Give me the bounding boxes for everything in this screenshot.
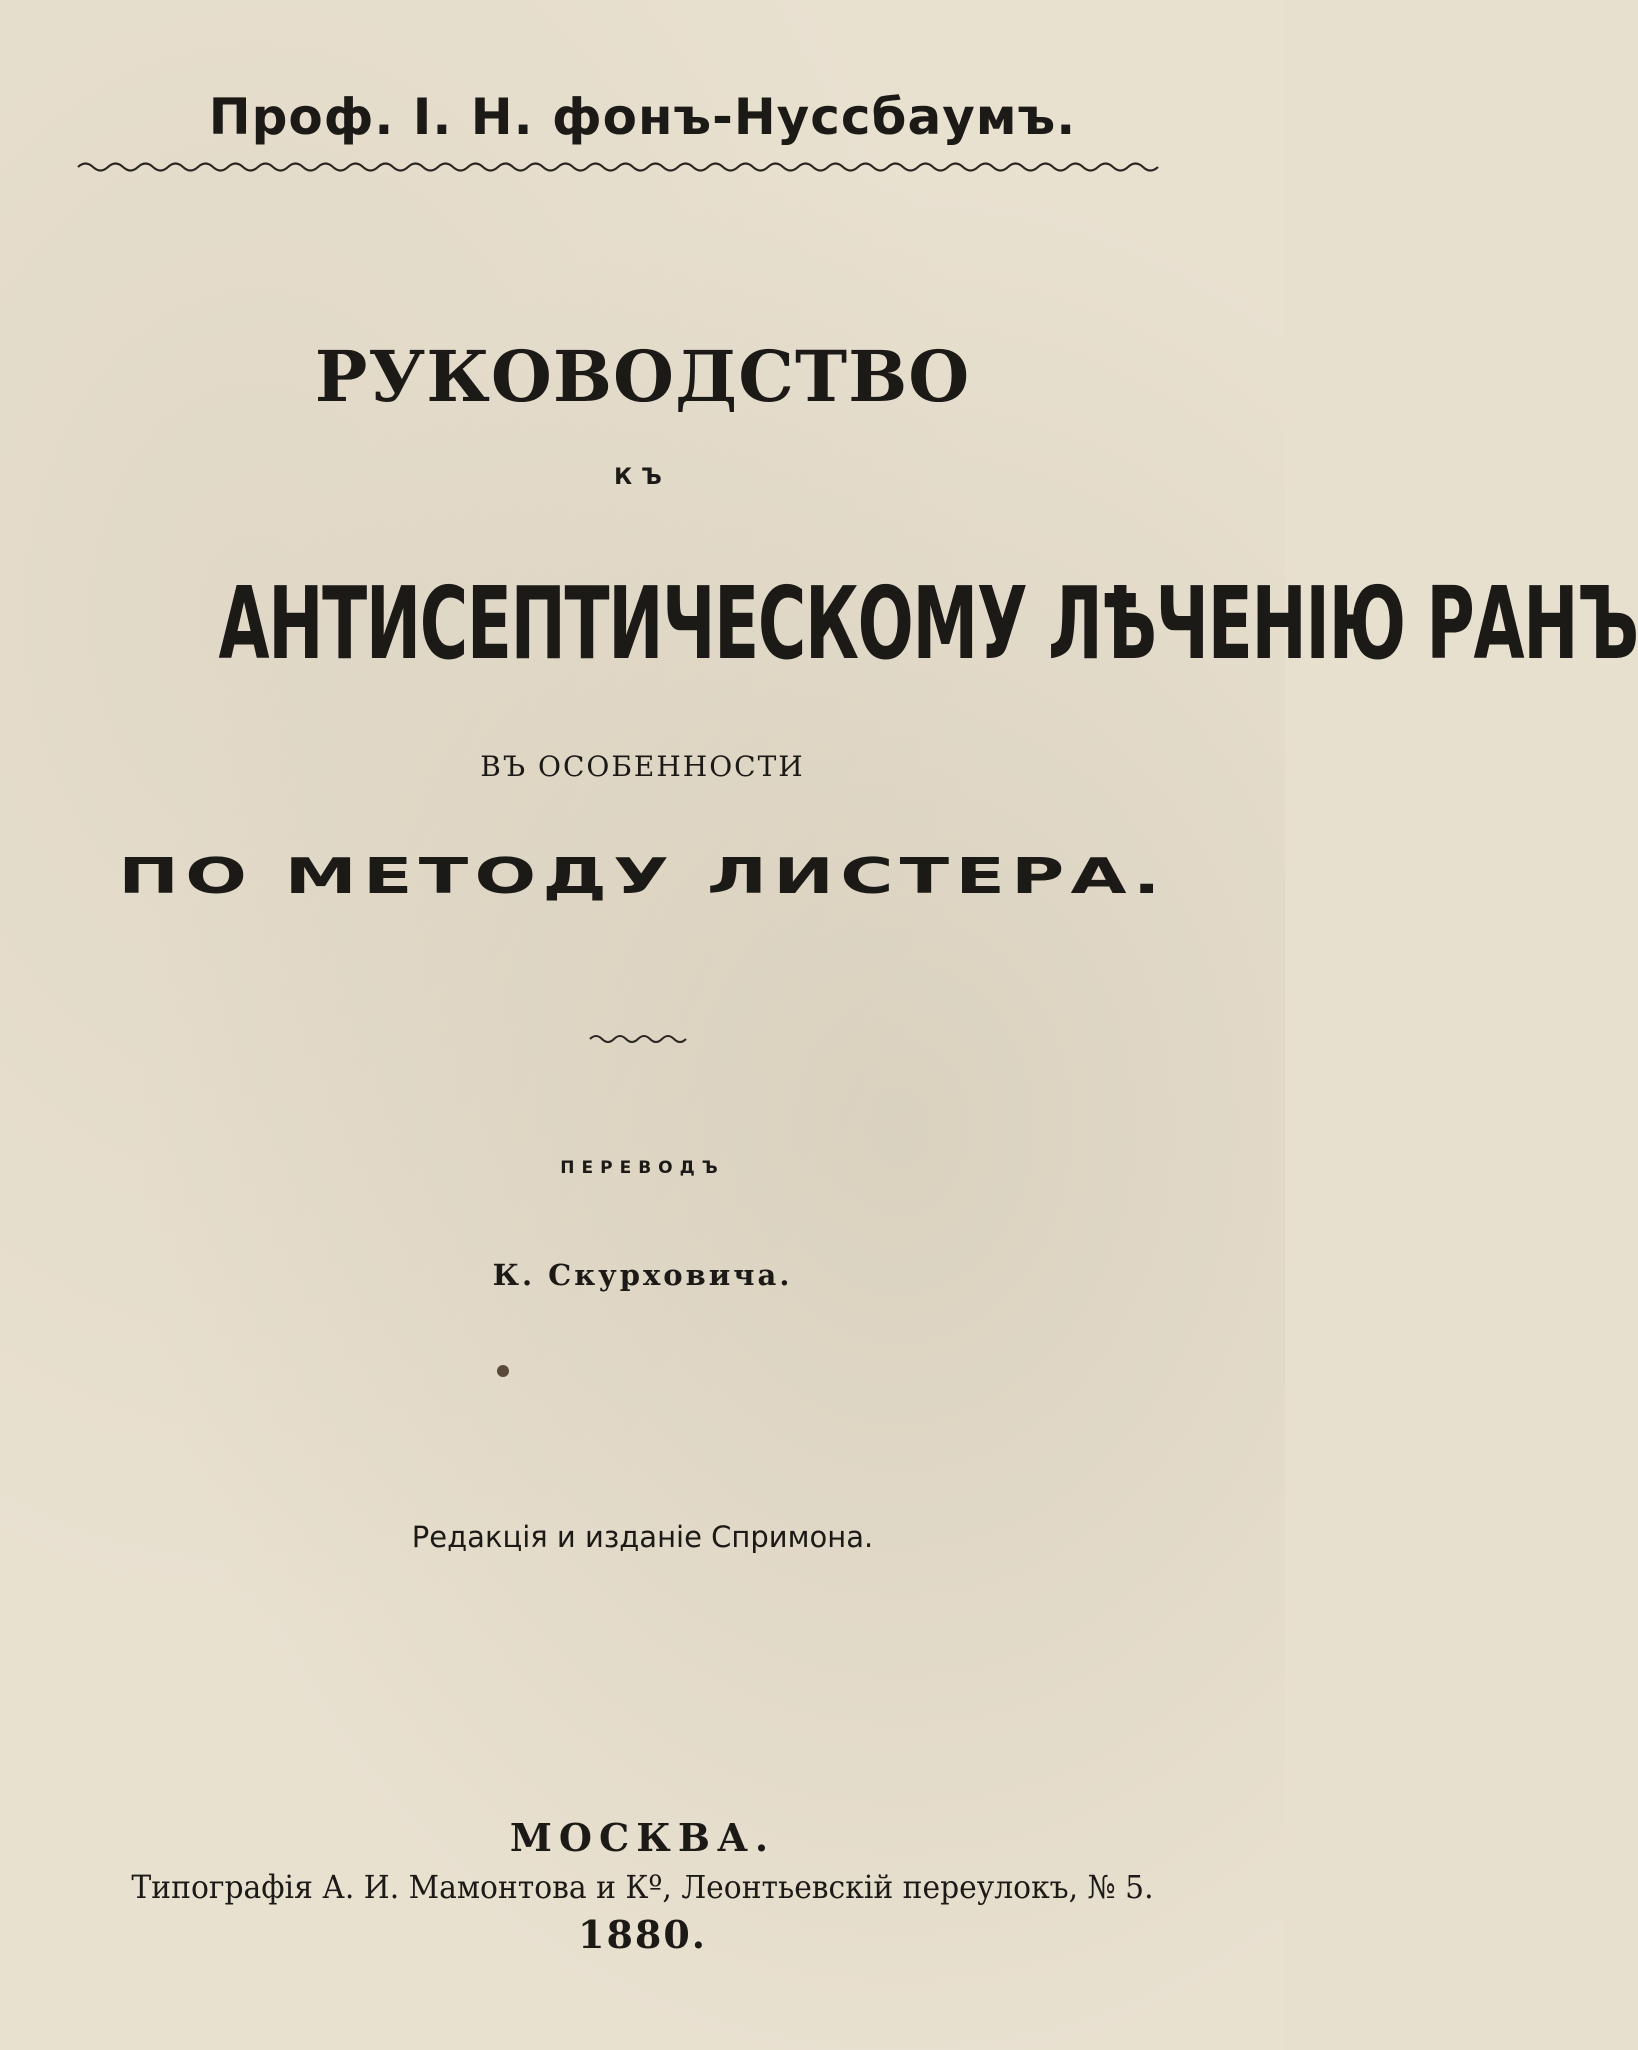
title-especially: ВЪ ОСОБЕННОСТИ [480,750,805,783]
translation-label: ПЕРЕВОДЪ [560,1158,725,1178]
printer-imprint: Типографія А. И. Мамонтова и Кº, Леонтьевскій переулокъ, № 5. [131,1868,1154,1906]
editorial-note: Редакція и изданіе Спримона. [411,1520,874,1554]
author-line: Проф. І. Н. фонъ-Нуссбаумъ. [208,88,1077,146]
translator-name: К. Скурховича. [492,1258,793,1292]
publication-year: 1880. [578,1912,707,1957]
wavy-rule-divider [78,160,1158,174]
title-method: ПО МЕТОДУ ЛИСТЕРА. [118,847,1167,905]
title-subject: АНТИСЕПТИЧЕСКОМУ ЛѢЧЕНІЮ РАНЪ [218,565,1638,682]
publication-city: МОСКВА. [509,1815,776,1860]
ink-spot [497,1365,509,1377]
squiggle-ornament [590,1033,690,1045]
title-main: РУКОВОДСТВО [314,335,971,418]
title-connector: КЪ [614,465,671,490]
